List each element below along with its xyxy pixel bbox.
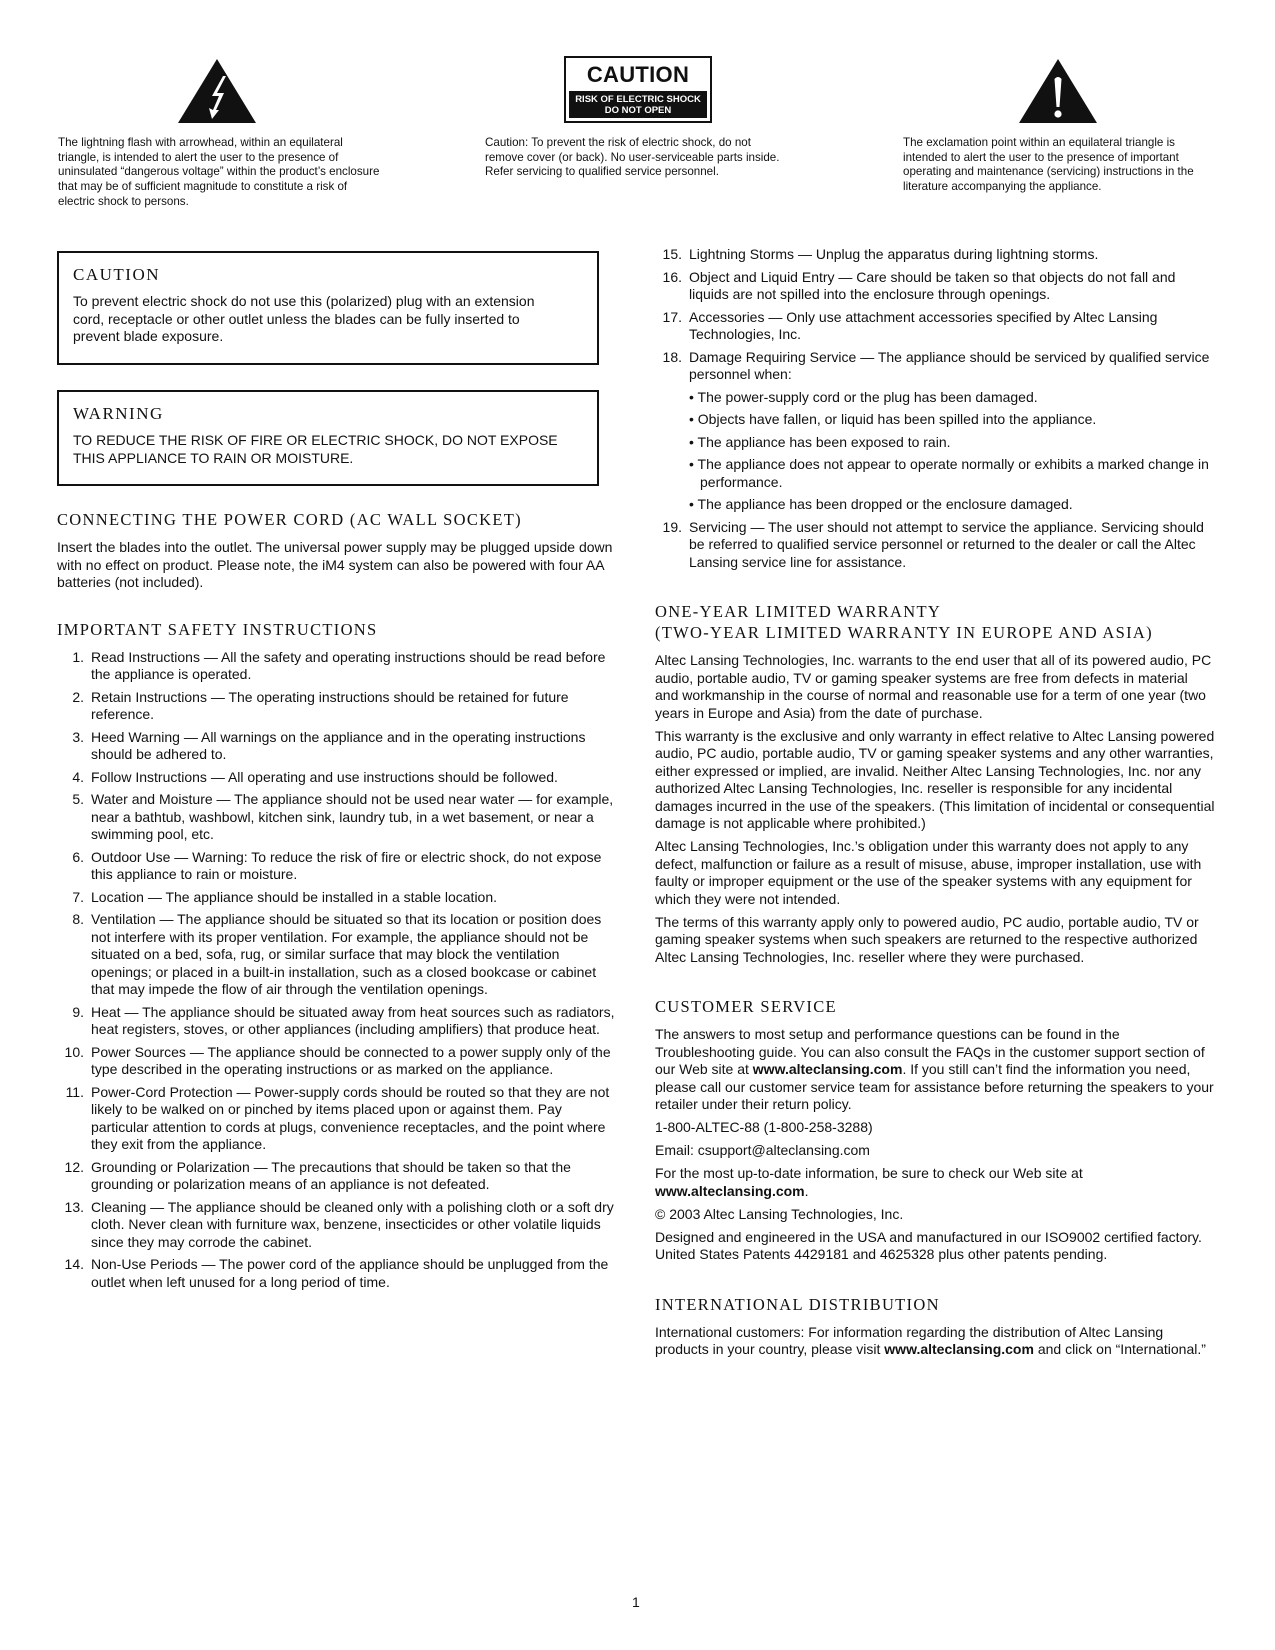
service-bullet: • Objects have fallen, or liquid has been spilled into the appliance. bbox=[689, 411, 1097, 427]
international-heading: INTERNATIONAL DISTRIBUTION bbox=[655, 1294, 940, 1314]
safety-item-text: Cleaning — The appliance should be cleaned only with a polishing cloth or a soft dry cloth. Never clean with furniture wax, benzene, insecticides or other volatile liquids since they may corrode the cabinet. bbox=[91, 1198, 614, 1250]
safety-item bbox=[655, 519, 1215, 572]
safety-item-text: Follow Instructions — All operating and use instructions should be followed. bbox=[91, 768, 558, 785]
phone-number: 1-800-ALTEC-88 (1-800-258-3288) bbox=[655, 1119, 873, 1135]
safety-item-text: Outdoor Use — Warning: To reduce the risk of fire or electric shock, do not expose this appliance to rain or moisture. bbox=[91, 848, 602, 882]
lightning-caption: The lightning flash with arrowhead, within an equilateral triangle, is intended to alert the user to the presence of uninsulated “dangerous voltage” within the product’s enclosure that may be of sufficient magnitude to constitute a risk of electric shock to persons. bbox=[58, 136, 380, 208]
exclamation-dot-shape bbox=[1054, 110, 1061, 117]
safety-item bbox=[57, 1004, 617, 1039]
safety-item-number: 1. bbox=[72, 648, 84, 665]
safety-item-number: 12. bbox=[64, 1158, 84, 1175]
safety-item bbox=[57, 689, 617, 724]
warning-box bbox=[57, 390, 599, 486]
safety-item-text: Object and Liquid Entry — Care should be taken so that objects do not fall and liquids are not spilled into the enclosure through openings. bbox=[689, 268, 1176, 302]
safety-item bbox=[655, 269, 1215, 304]
safety-item-text: Power Sources — The appliance should be connected to a power supply only of the type described in the operating instructions or as marked on the appliance. bbox=[91, 1043, 611, 1077]
safety-item-text: Power-Cord Protection — Power-supply cords should be routed so that they are not likely to be walked on or pinched by items placed upon or against them. Pay particular attention to cords at plugs, convenience receptacles, and the point where they exit from the appliance. bbox=[91, 1083, 610, 1152]
caution-label bbox=[564, 56, 712, 123]
safety-item bbox=[57, 1159, 617, 1194]
website-link: www.alteclansing.com bbox=[655, 1182, 805, 1199]
safety-item-number: 13. bbox=[64, 1198, 84, 1215]
safety-item bbox=[57, 769, 617, 787]
caution-box bbox=[57, 251, 599, 365]
safety-item-text: Lightning Storms — Unplug the apparatus during lightning storms. bbox=[689, 246, 1099, 262]
safety-item-number: 7. bbox=[72, 888, 84, 905]
exclamation-warning-icon bbox=[1018, 58, 1098, 124]
safety-item-text: Ventilation — The appliance should be situated so that its location or position does not interfere with its proper ventilation. For example, the appliance should not be situated on a bed, sofa, rug, or similar surface that may block the ventilation openings; or placed in a built-in installation, such as a closed bookcase or cabinet that may impede the flow of air through the ventilation openings. bbox=[91, 911, 602, 997]
warning-box-heading: WARNING bbox=[73, 404, 164, 423]
safety-item-number: 16. bbox=[662, 268, 682, 285]
safety-item-number: 3. bbox=[72, 728, 84, 745]
safety-item bbox=[57, 1084, 617, 1154]
safety-item-text: Retain Instructions — The operating instructions should be retained for future reference. bbox=[91, 688, 569, 722]
right-column bbox=[655, 246, 1215, 1364]
power-cord-text: Insert the blades into the outlet. The universal power supply may be plugged upside down with no effect on product. Please note, the iM4 system can also be powered with four AA batteries (not included). bbox=[57, 539, 613, 590]
intro-text-after: . If you still can’t find the information you need, please call our customer service team for assistance before returning the speakers to your retailer under their return policy. bbox=[655, 1061, 1214, 1112]
safety-item-text: Read Instructions — All the safety and operating instructions should be read before the appliance is operated. bbox=[91, 648, 606, 682]
safety-item bbox=[655, 349, 1215, 514]
warranty-paragraph: This warranty is the exclusive and only warranty in effect relative to Altec Lansing powered audio, PC audio, portable audio, TV or gaming speaker systems and any other warranties, either expressed or implied, are invalid. Neither Altec Lansing Technologies, Inc. nor any authorized Altec Lansing Technologies, Inc. reseller is responsible for any incidental damages incurred in the use of the speakers. (This limitation of incidental or consequential damage is not applicable where prohibited.) bbox=[655, 727, 1215, 831]
safety-item bbox=[655, 309, 1215, 344]
safety-item-text: Water and Moisture — The appliance should not be used near water — for example, near a bathtub, washbowl, kitchen sink, laundry tub, in a wet basement, or near a swimming pool, etc. bbox=[91, 791, 614, 842]
caution-label-title: CAUTION bbox=[586, 62, 690, 87]
warning-box-text: TO REDUCE THE RISK OF FIRE OR ELECTRIC SHOCK, DO NOT EXPOSE THIS APPLIANCE TO RAIN OR MOISTURE. bbox=[73, 432, 558, 466]
service-bullet: • The appliance has been dropped or the enclosure damaged. bbox=[689, 496, 1073, 512]
safety-item-number: 15. bbox=[662, 246, 682, 262]
warranty-heading-line1: ONE-YEAR LIMITED WARRANTY bbox=[655, 602, 942, 621]
international-text-after: and click on “International.” bbox=[1033, 1341, 1206, 1357]
caution-label-band bbox=[569, 91, 707, 118]
safety-item bbox=[57, 791, 617, 844]
international-text bbox=[655, 1324, 1215, 1359]
exclamation-caption: The exclamation point within an equilateral triangle is intended to alert the user to the presence of important operating and maintenance (servicing) instructions in the literature accompanying the appliance. bbox=[903, 136, 1194, 194]
customer-service-intro bbox=[655, 1026, 1215, 1114]
safety-item-text: Damage Requiring Service — The appliance should be serviced by qualified service personnel when: bbox=[689, 348, 1210, 382]
caution-label-line2: DO NOT OPEN bbox=[604, 104, 672, 116]
safety-item-number: 2. bbox=[72, 688, 84, 705]
safety-item-text: Non-Use Periods — The power cord of the appliance should be unplugged from the outlet when left unused for a long period of time. bbox=[91, 1256, 609, 1290]
safety-item-body bbox=[689, 349, 1215, 514]
power-cord-heading: CONNECTING THE POWER CORD (AC WALL SOCKET) bbox=[57, 510, 522, 529]
safety-item bbox=[57, 889, 617, 907]
safety-item bbox=[57, 1199, 617, 1252]
safety-item bbox=[57, 729, 617, 764]
caution-label-line1: RISK OF ELECTRIC SHOCK bbox=[575, 93, 701, 105]
safety-item-text: Heed Warning — All warnings on the appliance and in the operating instructions should be adhered to. bbox=[91, 728, 586, 762]
safety-item-number: 6. bbox=[72, 848, 84, 865]
manufacturing-notice: Designed and engineered in the USA and manufactured in our ISO9002 certified factory. United States Patents 4429181 and 4625328 plus other patents pending. bbox=[655, 1228, 1202, 1262]
website-link: www.alteclansing.com bbox=[884, 1341, 1034, 1357]
caution-box-heading: CAUTION bbox=[73, 265, 160, 284]
caution-caption: Caution: To prevent the risk of electric shock, do not remove cover (or back). No user-serviceable parts inside. Refer servicing to qualified service personnel. bbox=[485, 136, 780, 179]
intro-text-before: The answers to most setup and performance questions can be found in the Troubleshooting guide. You can also consult the FAQs in the customer support section of our Web site at bbox=[655, 1026, 1205, 1077]
lightning-warning-icon bbox=[177, 58, 257, 124]
website-link: www.alteclansing.com bbox=[752, 1061, 903, 1077]
safety-item-text: Servicing — The user should not attempt to service the appliance. Servicing should be referred to qualified service personnel or returned to the dealer or call the Altec Lansing service line for assistance. bbox=[689, 518, 1204, 570]
safety-item-text: Grounding or Polarization — The precautions that should be taken so that the grounding or polarization means of an appliance is not defeated. bbox=[91, 1158, 571, 1192]
website-note bbox=[655, 1165, 1215, 1200]
safety-item-number: 11. bbox=[65, 1083, 84, 1100]
safety-item-number: 18. bbox=[662, 348, 682, 365]
safety-item-number: 14. bbox=[64, 1256, 84, 1272]
safety-item bbox=[57, 849, 617, 884]
warranty-heading-line2: (TWO-YEAR LIMITED WARRANTY IN EUROPE AND ASIA) bbox=[655, 623, 1153, 642]
warranty-heading bbox=[655, 601, 1215, 643]
safety-item-number: 10. bbox=[64, 1043, 84, 1060]
safety-item-text: Location — The appliance should be installed in a stable location. bbox=[91, 888, 498, 905]
warranty-paragraph: Altec Lansing Technologies, Inc.’s obligation under this warranty does not apply to any defect, malfunction or failure as a result of misuse, abuse, improper installation, use with faulty or improper equipment or the use of the speaker systems with any equipment for which they were not intended. bbox=[655, 838, 1202, 907]
international-text-before: International customers: For information regarding the distribution of Altec Lansing products in your country, please visit bbox=[655, 1323, 1164, 1357]
safety-item bbox=[57, 1256, 617, 1291]
safety-item-number: 17. bbox=[662, 308, 682, 325]
safety-item-number: 19. bbox=[662, 518, 682, 535]
safety-item bbox=[655, 246, 1215, 264]
warranty-paragraph: Altec Lansing Technologies, Inc. warrants to the end user that all of its powered audio, PC audio, portable audio, TV or gaming speaker systems are free from defects in material and workmanship in the course of normal and reasonable use for a term of one year (two years in Europe and Asia) from the date of purchase. bbox=[655, 652, 1212, 721]
service-bullet: • The appliance has been exposed to rain. bbox=[689, 433, 951, 450]
service-bullet: • The power-supply cord or the plug has been damaged. bbox=[689, 388, 1038, 405]
website-note-after: . bbox=[804, 1182, 809, 1199]
safety-item bbox=[57, 1044, 617, 1079]
safety-item bbox=[57, 911, 617, 999]
customer-service-heading: CUSTOMER SERVICE bbox=[655, 997, 837, 1016]
safety-heading: IMPORTANT SAFETY INSTRUCTIONS bbox=[57, 619, 378, 639]
support-email: Email: csupport@alteclansing.com bbox=[655, 1142, 870, 1158]
left-column bbox=[57, 251, 617, 1296]
safety-item-text: Heat — The appliance should be situated away from heat sources such as radiators, heat registers, stoves, or other appliances (including amplifiers) that produce heat. bbox=[91, 1003, 615, 1037]
safety-item bbox=[57, 649, 617, 684]
safety-item-number: 8. bbox=[72, 911, 84, 927]
website-note-before: For the most up-to-date information, be sure to check our Web site at bbox=[655, 1165, 1083, 1181]
safety-item-number: 9. bbox=[72, 1003, 84, 1020]
copyright-notice: © 2003 Altec Lansing Technologies, Inc. bbox=[655, 1205, 904, 1222]
safety-item-text: Accessories — Only use attachment accessories specified by Altec Lansing Technologies, Inc. bbox=[689, 308, 1158, 342]
safety-item-number: 4. bbox=[72, 768, 84, 785]
warranty-paragraph: The terms of this warranty apply only to powered audio, PC audio, portable audio, TV or gaming speaker systems when such speakers are returned to the respective authorized Altec Lansing Technologies, Inc. reseller where they were purchased. bbox=[655, 913, 1199, 965]
page-number: 1 bbox=[632, 1594, 640, 1610]
safety-item-number: 5. bbox=[72, 791, 84, 807]
service-bullet: • The appliance does not appear to operate normally or exhibits a marked change in performance. bbox=[689, 456, 1209, 490]
caution-box-text: To prevent electric shock do not use this (polarized) plug with an extension cord, receptacle or other outlet unless the blades can be fully inserted to prevent blade exposure. bbox=[73, 293, 535, 344]
